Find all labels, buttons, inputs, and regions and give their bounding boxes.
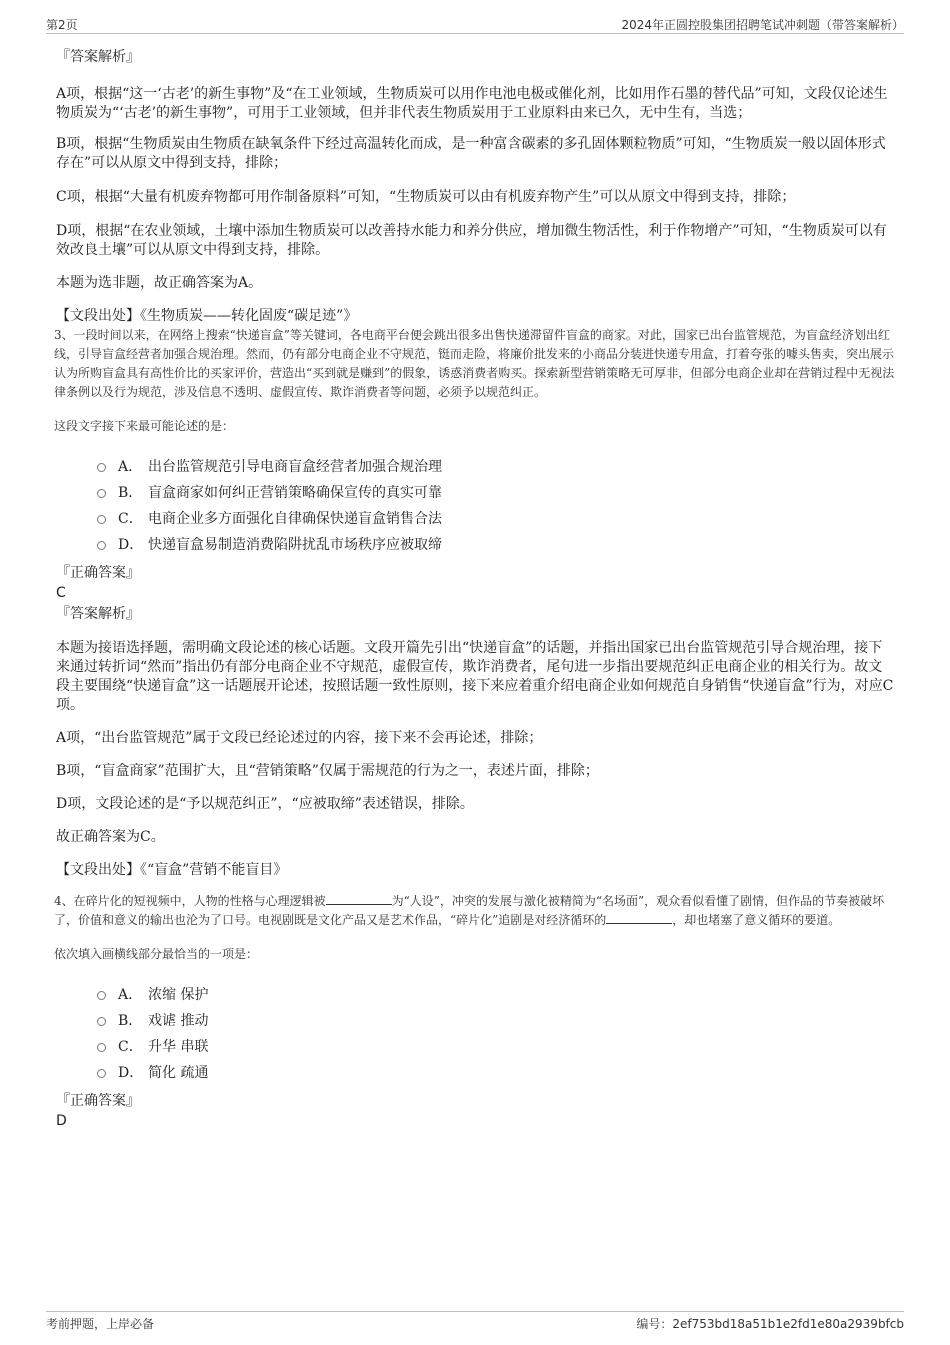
q3-analysis-a: A项，“出台监管规范”属于文段已经论述过的内容，接下来不会再论述，排除； xyxy=(56,730,543,746)
q4-option-a[interactable]: A． 浓缩 保护 xyxy=(56,982,896,1008)
blank-2 xyxy=(606,911,672,924)
q2-analysis-label: 『答案解析』 xyxy=(56,49,140,65)
radio-icon[interactable] xyxy=(97,1069,106,1078)
footer-code: 编号：2ef753bd18a51b1e2fd1e80a2939bfcb xyxy=(636,1317,904,1331)
q3-option-d[interactable]: D． 快递盲盒易制造消费陷阱扰乱市场秩序应被取缔 xyxy=(56,532,896,558)
footer-slogan: 考前押题，上岸必备 xyxy=(46,1317,155,1331)
q3-answer-label: 『正确答案』 xyxy=(56,565,140,581)
q3-options xyxy=(56,454,896,558)
q3-stem: 3、一段时间以来，在网络上搜索“快递盲盒”等关键词，各电商平台便会跳出很多出售快递滞留件盲盒的商家。对此，国家已出台监管规范，为盲盒经济划出红线，引导盲盒经营者加强合规治理。然而，仍有部分电商企业不守规范，铤而走险，将廉价批发来的小商品分装进快递专用盒，打着夸张的噱头售卖，突出展示认为所购盲盒具有高性价比的买家评价，营造出“买到就是赚到”的假象，诱惑消费者购买。探索新型营销策略无可厚非，但部分电商企业却在营销过程中无视法律条例以及行为规范，涉及信息不透明、虚假宣传、欺诈消费者等问题，必须予以规范纠正。 xyxy=(54,328,895,399)
q3-analysis-label: 『答案解析』 xyxy=(56,606,140,622)
radio-icon[interactable] xyxy=(97,1017,106,1026)
q2-analysis-b: B项，根据“生物质炭由生物质在缺氧条件下经过高温转化而成，是一种富含碳素的多孔固体颗粒物质”可知，“生物质炭一般以固体形式存在”可以从原文中得到支持，排除； xyxy=(56,136,886,171)
page-footer xyxy=(46,1311,904,1331)
q3-analysis-b: B项，“盲盒商家”范围扩大，且“营销策略”仅属于需规范的行为之一，表述片面，排除； xyxy=(56,763,599,779)
q3-option-c[interactable]: C． 电商企业多方面强化自律确保快递盲盒销售合法 xyxy=(56,506,896,532)
page-content xyxy=(56,44,896,1130)
q2-conclusion: 本题为选非题，故正确答案为A。 xyxy=(56,275,263,291)
q3-option-a[interactable]: A． 出台监管规范引导电商盲盒经营者加强合规治理 xyxy=(56,454,896,480)
q2-analysis-d: D项，根据“在农业领域，土壤中添加生物质炭可以改善持水能力和养分供应，增加微生物活性，利于作物增产”可知，“生物质炭可以有效改良土壤”可以从原文中得到支持，排除。 xyxy=(56,223,887,258)
q2-source: 【文段出处】《生物质炭——转化固废“碳足迹”》 xyxy=(56,308,358,324)
document-title: 2024年正圆控股集团招聘笔试冲刺题（带答案解析） xyxy=(621,18,904,32)
q4-options xyxy=(56,982,896,1086)
q4-stem: 4、在碎片化的短视频中，人物的性格与心理逻辑被 为“人设”，冲突的发展与激化被精简为“名场面”，观众看似看懂了剧情，但作品的节奏被破坏了，价值和意义的输出也沦为了口号。电视剧既是文化产品又是艺术作品，“碎片化”追剧是对经济循环的 ，却也堵塞了意义循环的要道。 xyxy=(54,894,885,927)
q4-answer: D xyxy=(56,1113,67,1129)
page-header xyxy=(46,15,904,34)
q3-analysis-main: 本题为接语选择题，需明确文段论述的核心话题。文段开篇先引出“快递盲盒”的话题，并指出国家已出台监管规范引导合规治理，接下来通过转折词“然而”指出仍有部分电商企业不守规范，虚假宣传，欺诈消费者，尾句进一步指出要规范纠正电商企业的相关行为。故文段主要围绕“快递盲盒”这一话题展开论述，按照话题一致性原则，接下来应着重介绍电商企业如何规范自身销售“快递盲盒”行为，对应C项。 xyxy=(56,640,894,713)
q3-answer: C xyxy=(56,585,66,601)
radio-icon[interactable] xyxy=(97,1043,106,1052)
page-number: 第2页 xyxy=(46,18,78,32)
radio-icon[interactable] xyxy=(97,463,106,472)
q4-option-b[interactable]: B． 戏谑 推动 xyxy=(56,1008,896,1034)
q4-answer-label: 『正确答案』 xyxy=(56,1093,140,1109)
radio-icon[interactable] xyxy=(97,489,106,498)
q2-analysis-a: A项，根据“这一‘古老’的新生事物”及“在工业领域，生物质炭可以用作电池电极或催化剂，比如用作石墨的替代品”可知，文段仅论述生物质炭为“‘古老’的新生事物”，可用于工业领域，但并非代表生物质炭用于工业原料由来已久，无中生有，当选； xyxy=(56,86,888,121)
radio-icon[interactable] xyxy=(97,541,106,550)
q2-analysis-c: C项，根据“大量有机废弃物都可用作制备原料”可知，“生物质炭可以由有机废弃物产生”可以从原文中得到支持，排除； xyxy=(56,189,796,205)
blank-1 xyxy=(326,892,392,905)
q3-prompt: 这段文字接下来最可能论述的是： xyxy=(54,419,235,433)
q4-option-c[interactable]: C． 升华 串联 xyxy=(56,1034,896,1060)
q3-option-b[interactable]: B． 盲盒商家如何纠正营销策略确保宣传的真实可靠 xyxy=(56,480,896,506)
radio-icon[interactable] xyxy=(97,515,106,524)
q3-analysis-d: D项，文段论述的是“予以规范纠正”，“应被取缔”表述错误，排除。 xyxy=(56,796,474,812)
radio-icon[interactable] xyxy=(97,991,106,1000)
q3-source: 【文段出处】《“盲盒”营销不能盲目》 xyxy=(56,862,288,878)
q4-prompt: 依次填入画横线部分最恰当的一项是： xyxy=(54,947,259,961)
q3-conclusion: 故正确答案为C。 xyxy=(56,829,165,845)
q4-option-d[interactable]: D． 简化 疏通 xyxy=(56,1060,896,1086)
